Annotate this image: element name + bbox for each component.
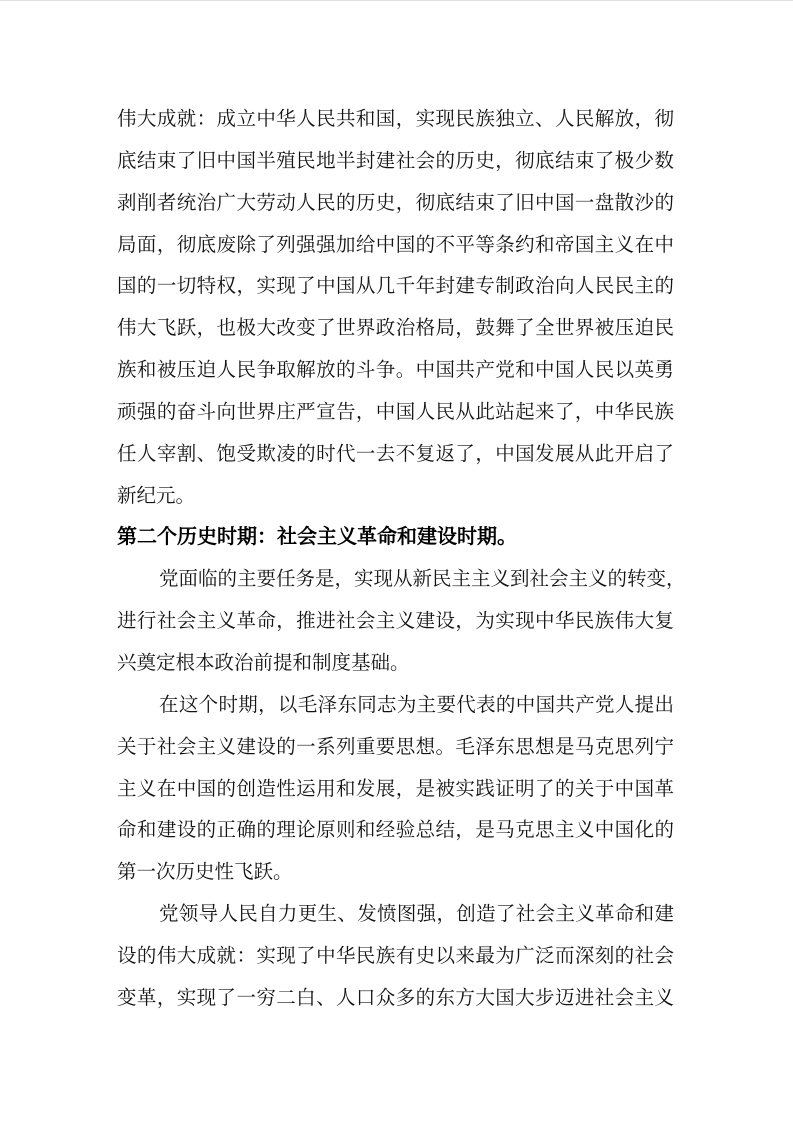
text-line: 兴奠定根本政治前提和制度基础。 (117, 652, 410, 674)
text-line: 底结束了旧中国半殖民地半封建社会的历史，彻底结束了极少数 (117, 150, 674, 172)
text-line: 设的伟大成就：实现了中华民族有史以来最为广泛而深刻的社会 (117, 945, 674, 967)
text-line: 党领导人民自力更生、发愤图强，创造了社会主义革命和建 (159, 904, 674, 926)
text-line: 伟大成就：成立中华人民共和国，实现民族独立、人民解放，彻 (117, 109, 674, 130)
text-line: 新纪元。 (117, 485, 196, 507)
document-body (117, 99, 686, 1020)
text-line: 剥削者统治广大劳动人民的历史，彻底结束了旧中国一盘散沙的 (117, 192, 674, 214)
text-line: 进行社会主义革命，推进社会主义建设，为实现中华民族伟大复 (117, 611, 674, 633)
section-heading: 第二个历史时期：社会主义革命和建设时期。 (117, 526, 517, 549)
text-line: 第一次历史性飞跃。 (117, 862, 293, 884)
text-line: 族和被压迫人民争取解放的斗争。中国共产党和中国人民以英勇 (117, 360, 674, 382)
text-line: 顽强的奋斗向世界庄严宣告，中国人民从此站起来了，中华民族 (117, 401, 674, 423)
text-line: 命和建设的正确的理论原则和经验总结，是马克思主义中国化的 (117, 820, 674, 842)
text-line: 党面临的主要任务是，实现从新民主主义到社会主义的转变， (159, 569, 686, 591)
text-line: 关于社会主义建设的一系列重要思想。毛泽东思想是马克思列宁 (117, 736, 674, 758)
text-line: 伟大飞跃，也极大改变了世界政治格局，鼓舞了全世界被压迫民 (117, 318, 674, 340)
text-line: 任人宰割、饱受欺凌的时代一去不复返了，中国发展从此开启了 (117, 443, 674, 465)
text-line: 局面，彻底废除了列强强加给中国的不平等条约和帝国主义在中 (117, 234, 674, 256)
text-line: 在这个时期，以毛泽东同志为主要代表的中国共产党人提出 (159, 694, 674, 716)
text-line: 主义在中国的创造性运用和发展，是被实践证明了的关于中国革 (117, 778, 674, 800)
text-line: 变革，实现了一穷二白、人口众多的东方大国大步迈进社会主义 (117, 987, 674, 1009)
page-top-edge (0, 0, 793, 1)
text-line: 国的一切特权，实现了中国从几千年封建专制政治向人民民主的 (117, 276, 674, 298)
